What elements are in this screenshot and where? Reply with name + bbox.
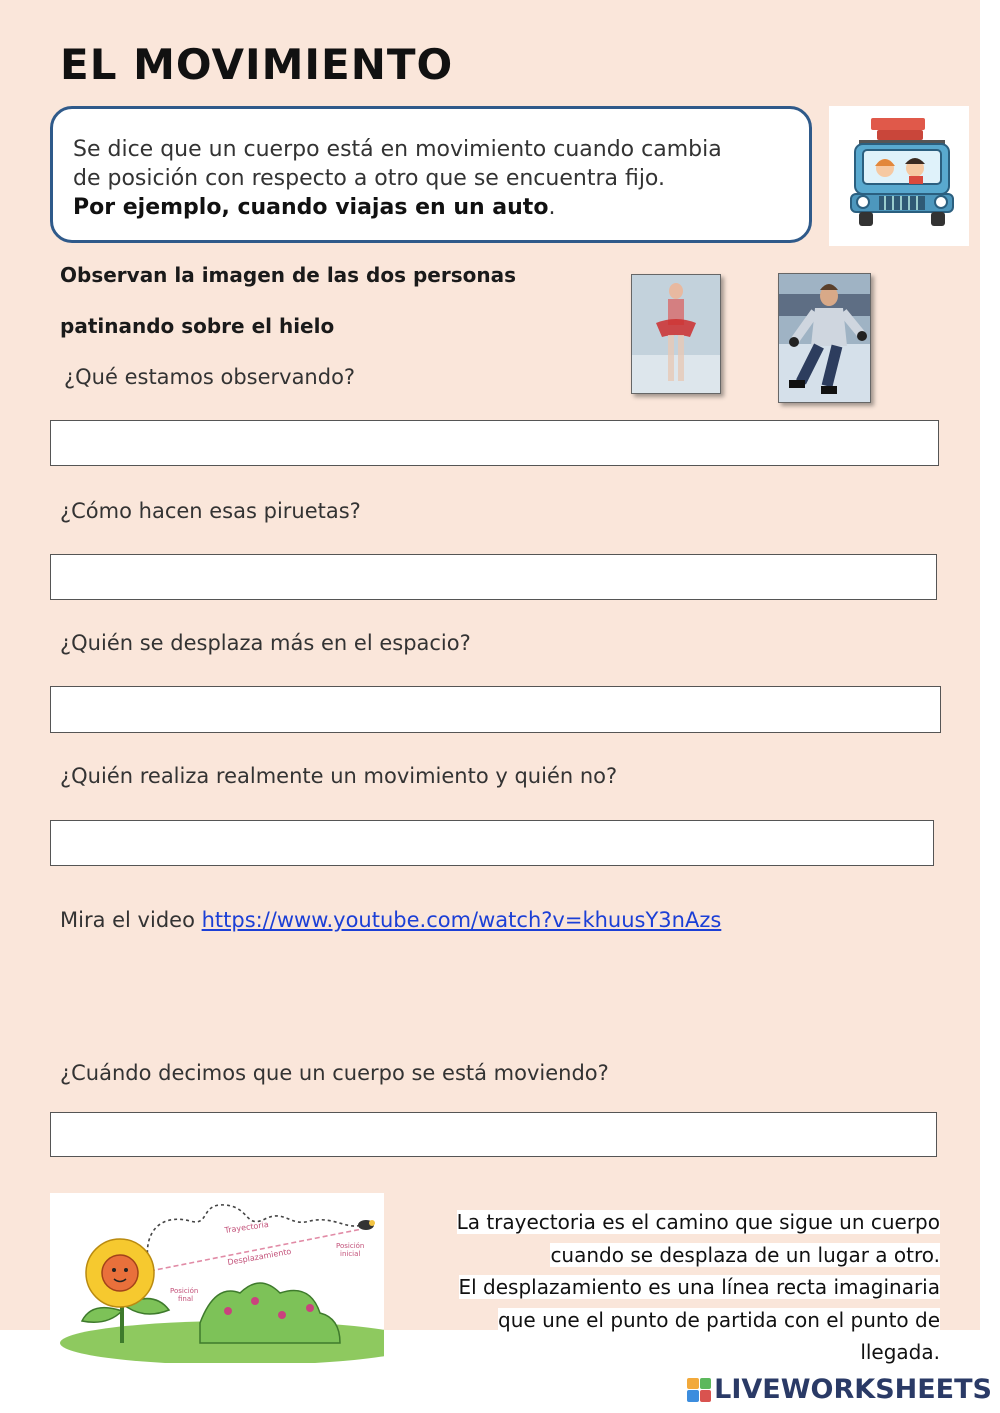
car-illustration (829, 106, 969, 246)
skater-gliding-photo (778, 273, 871, 403)
label-pos-final-1: Posición (170, 1287, 199, 1295)
label-pos-inicial-1: Posición (336, 1242, 365, 1250)
intro-line-1: Se dice que un cuerpo está en movimiento cuando cambia (73, 137, 722, 162)
video-link[interactable]: https://www.youtube.com/watch?v=khuusY3nAzs (201, 908, 722, 932)
intro-example-bold: Por ejemplo, cuando viajas en un auto (73, 195, 549, 220)
intro-box (50, 106, 812, 243)
label-desplazamiento: Desplazamiento (226, 1246, 292, 1267)
answer-field-3[interactable] (50, 686, 941, 733)
answer-field-5[interactable] (50, 1112, 937, 1157)
definition-text (415, 1206, 940, 1369)
answer-field-4[interactable] (50, 820, 934, 866)
question-4: ¿Quién realiza realmente un movimiento y quién no? (60, 764, 618, 788)
intro-example-end: . (548, 195, 556, 220)
observe-heading-line-1: Observan la imagen de las dos personas (60, 263, 516, 287)
label-pos-inicial-2: inicial (340, 1250, 361, 1258)
trajectory-diagram (50, 1193, 384, 1363)
definition-line-3: El desplazamiento es una línea recta imaginaria (458, 1275, 940, 1299)
definition-line-5: llegada. (860, 1340, 940, 1364)
brand-name: LIVEWORKSHEETS (714, 1374, 992, 1405)
observe-heading-line-2: patinando sobre el hielo (60, 314, 335, 338)
answer-field-2[interactable] (50, 554, 937, 600)
definition-line-4: que une el punto de partida con el punto de (498, 1307, 940, 1332)
label-pos-final-2: final (178, 1295, 194, 1303)
label-trayectoria: Trayectoria (224, 1219, 270, 1235)
question-1: ¿Qué estamos observando? (64, 365, 356, 389)
page-title: EL MOVIMIENTO (60, 40, 454, 89)
liveworksheets-brand (687, 1374, 992, 1405)
intro-example (73, 193, 791, 222)
video-prefix: Mira el video (60, 908, 202, 932)
question-3: ¿Quién se desplaza más en el espacio? (60, 631, 471, 655)
definition-line-2: cuando se desplaza de un lugar a otro. (550, 1242, 940, 1267)
question-5: ¿Cuándo decimos que un cuerpo se está moviendo? (60, 1061, 609, 1085)
question-2: ¿Cómo hacen esas piruetas? (60, 499, 361, 523)
skater-spinning-photo (631, 274, 721, 394)
liveworksheets-logo-icon (687, 1378, 711, 1402)
definition-line-1: La trayectoria es el camino que sigue un cuerpo (456, 1210, 940, 1234)
video-line (60, 908, 721, 932)
answer-field-1[interactable] (50, 420, 939, 466)
intro-line-2: de posición con respecto a otro que se encuentra fijo. (73, 166, 666, 191)
